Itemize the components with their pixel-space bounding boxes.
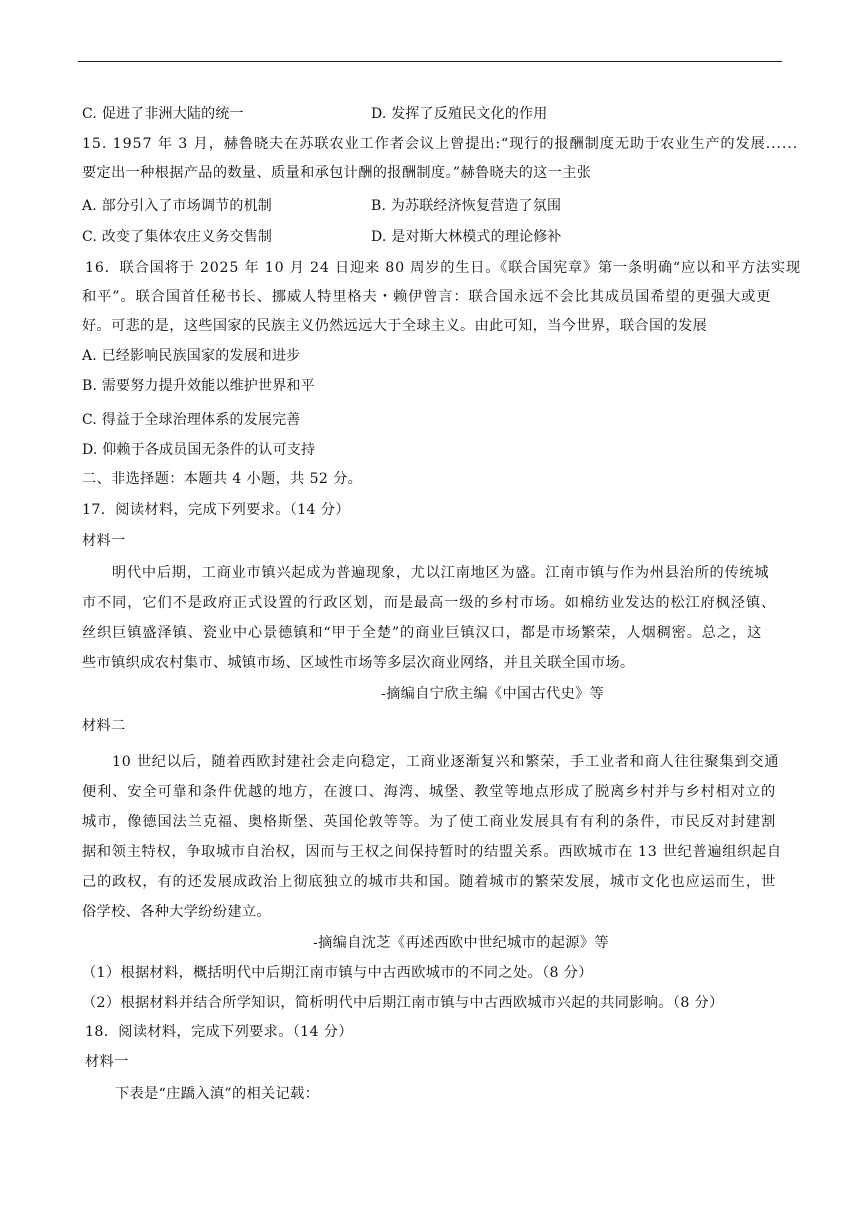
q16-option-c: C. 得益于全球治理体系的发展完善 bbox=[82, 412, 301, 428]
q17-material1-label: 材料一 bbox=[82, 533, 126, 549]
q17-material1-line: 些市镇织成农村集市、城镇市场、区域性市场等多层次商业网络，并且关联全国市场。 bbox=[82, 655, 635, 671]
q16-stem-line2: 和平”。联合国首任秘书长、挪威人特里格夫・赖伊曾言：联合国永远不会比其成员国希望的更强大或更 bbox=[82, 289, 772, 305]
q15-option-a: A. 部分引入了市场调节的机制 bbox=[82, 198, 273, 214]
q15-stem-line1: 15. 1957 年 3 月，赫鲁晓夫在苏联农业工作者会议上曾提出:“现行的报酬制度无助于农业生产的发展...... bbox=[82, 136, 799, 152]
q16-option-d: D. 仰赖于各成员国无条件的认可支持 bbox=[82, 442, 316, 458]
q17-material2-line: 城市，像德国法兰克福、奥格斯堡、英国伦敦等等。为了使工商业发展具有有利的条件，市民反对封建割 bbox=[82, 814, 777, 830]
q15-option-b: B. 为苏联经济恢复营造了氛围 bbox=[371, 198, 562, 214]
section-heading: 二、非选择题：本题共 4 小题，共 52 分。 bbox=[82, 471, 363, 487]
q14-option-c: C. 促进了非洲大陆的统一 bbox=[82, 106, 244, 122]
q18-material1-label: 材料一 bbox=[85, 1054, 129, 1070]
q18-title: 18．阅读材料，完成下列要求。（14 分） bbox=[85, 1024, 353, 1040]
q17-material2-label: 材料二 bbox=[82, 718, 126, 734]
q18-material1-intro: 下表是“庄蹻入滇”的相关记载： bbox=[115, 1086, 320, 1102]
q16-option-a: A. 已经影响民族国家的发展和进步 bbox=[82, 348, 301, 364]
q17-title: 17．阅读材料，完成下列要求。（14 分） bbox=[82, 502, 350, 518]
q17-material1-source: -摘编自宁欣主编《中国古代史》等 bbox=[381, 686, 605, 702]
q17-material2-line: 10 世纪以后，随着西欧封建社会走向稳定，工商业逐渐复兴和繁荣，手工业者和商人往往聚集到交通 bbox=[112, 754, 780, 770]
q17-subquestion-1: （1）根据材料，概括明代中后期江南市镇与中古西欧城市的不同之处。（8 分） bbox=[82, 965, 593, 981]
q17-material2-source: -摘编自沈芝《再述西欧中世纪城市的起源》等 bbox=[313, 935, 609, 951]
q17-material1-line: 丝织巨镇盛泽镇、瓷业中心景德镇和“甲于全楚”的商业巨镇汉口，都是市场繁荣，人烟稠密。总之，这 bbox=[82, 625, 763, 641]
q17-material1-line: 明代中后期，工商业市镇兴起成为普遍现象，尤以江南地区为盛。江南市镇与作为州县治所的传统城 bbox=[112, 565, 770, 581]
q17-material2-line: 己的政权，有的还发展成政治上彻底独立的城市共和国。随着城市的繁荣发展，城市文化也应运而生，世 bbox=[82, 874, 777, 890]
q15-option-d: D. 是对斯大林模式的理论修补 bbox=[371, 229, 562, 245]
q17-material2-line: 便利、安全可靠和条件优越的地方，在渡口、海湾、城堡、教堂等地点形成了脱离乡村并与乡村相对立的 bbox=[82, 784, 777, 800]
q16-stem-line1: 16．联合国将于 2025 年 10 月 24 日迎来 80 周岁的生日。《联合国宪章》第一条明确“应以和平方法实现 bbox=[85, 260, 801, 276]
q17-material2-line: 俗学校、各种大学纷纷建立。 bbox=[82, 904, 271, 920]
q16-stem-line3: 好。可悲的是，这些国家的民族主义仍然远远大于全球主义。由此可知，当今世界，联合国的发展 bbox=[82, 318, 708, 334]
header-rule bbox=[78, 61, 782, 62]
q17-material2-line: 据和领主特权，争取城市自治权，因而与王权之间保持暂时的结盟关系。西欧城市在 13 世纪普遍组织起自 bbox=[82, 844, 782, 860]
q14-option-d: D. 发挥了反殖民文化的作用 bbox=[371, 106, 548, 122]
q17-subquestion-2: （2）根据材料并结合所学知识，简析明代中后期江南市镇与中古西欧城市兴起的共同影响。（8 分） bbox=[82, 995, 724, 1011]
q17-material1-line: 市不同，它们不是政府正式设置的行政区划，而是最高一级的乡村市场。如棉纺业发达的松江府枫泾镇、 bbox=[82, 595, 777, 611]
q16-option-b: B. 需要努力提升效能以维护世界和平 bbox=[82, 378, 315, 394]
q15-option-c: C. 改变了集体农庄义务交售制 bbox=[82, 229, 273, 245]
q15-stem-line2: 要定出一种根据产品的数量、质量和承包计酬的报酬制度。”赫鲁晓夫的这一主张 bbox=[82, 165, 592, 181]
